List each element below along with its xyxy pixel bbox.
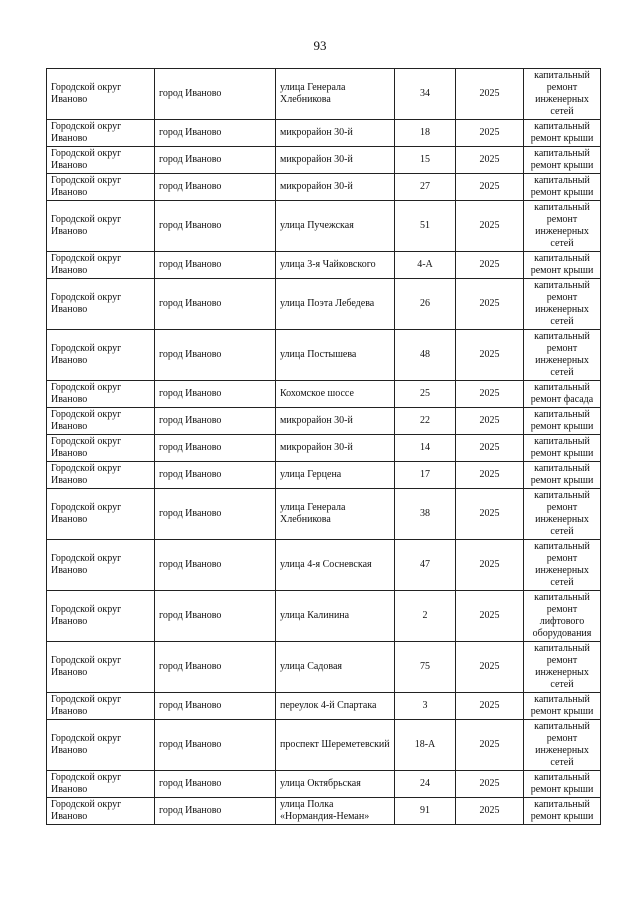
table-row <box>47 540 601 591</box>
district-cell: Городской округ Иваново <box>47 798 155 825</box>
district-cell: Городской округ Иваново <box>47 120 155 147</box>
table-row <box>47 798 601 825</box>
city-cell: город Иваново <box>155 252 276 279</box>
repair-table-body <box>47 69 601 825</box>
city-cell: город Иваново <box>155 174 276 201</box>
work-type-cell: капитальный ремонт крыши <box>524 693 601 720</box>
year-cell: 2025 <box>456 330 524 381</box>
city-cell: город Иваново <box>155 693 276 720</box>
year-cell: 2025 <box>456 201 524 252</box>
district-cell: Городской округ Иваново <box>47 720 155 771</box>
repair-table <box>46 68 601 825</box>
street-cell: улица Садовая <box>276 642 395 693</box>
table-row <box>47 642 601 693</box>
table-row <box>47 462 601 489</box>
house-number-cell: 15 <box>395 147 456 174</box>
city-cell: город Иваново <box>155 147 276 174</box>
table-row <box>47 435 601 462</box>
table-row <box>47 201 601 252</box>
work-type-cell: капитальный ремонт лифтового оборудования <box>524 591 601 642</box>
year-cell: 2025 <box>456 435 524 462</box>
street-cell: микрорайон 30-й <box>276 174 395 201</box>
street-cell: проспект Шереметевский <box>276 720 395 771</box>
table-row <box>47 693 601 720</box>
district-cell: Городской округ Иваново <box>47 771 155 798</box>
house-number-cell: 34 <box>395 69 456 120</box>
street-cell: микрорайон 30-й <box>276 120 395 147</box>
street-cell: улица Полка «Нормандия-Неман» <box>276 798 395 825</box>
work-type-cell: капитальный ремонт инженерных сетей <box>524 330 601 381</box>
table-row <box>47 252 601 279</box>
work-type-cell: капитальный ремонт инженерных сетей <box>524 540 601 591</box>
street-cell: улица Герцена <box>276 462 395 489</box>
year-cell: 2025 <box>456 693 524 720</box>
city-cell: город Иваново <box>155 279 276 330</box>
street-cell: улица Постышева <box>276 330 395 381</box>
work-type-cell: капитальный ремонт крыши <box>524 771 601 798</box>
district-cell: Городской округ Иваново <box>47 693 155 720</box>
work-type-cell: капитальный ремонт крыши <box>524 252 601 279</box>
street-cell: улица Октябрьская <box>276 771 395 798</box>
district-cell: Городской округ Иваново <box>47 435 155 462</box>
year-cell: 2025 <box>456 462 524 489</box>
district-cell: Городской округ Иваново <box>47 642 155 693</box>
work-type-cell: капитальный ремонт крыши <box>524 798 601 825</box>
city-cell: город Иваново <box>155 771 276 798</box>
street-cell: улица 3-я Чайковского <box>276 252 395 279</box>
house-number-cell: 25 <box>395 381 456 408</box>
work-type-cell: капитальный ремонт крыши <box>524 435 601 462</box>
street-cell: улица Генерала Хлебникова <box>276 489 395 540</box>
year-cell: 2025 <box>456 279 524 330</box>
work-type-cell: капитальный ремонт крыши <box>524 147 601 174</box>
table-row <box>47 489 601 540</box>
city-cell: город Иваново <box>155 798 276 825</box>
table-row <box>47 147 601 174</box>
table-row <box>47 330 601 381</box>
house-number-cell: 91 <box>395 798 456 825</box>
table-row <box>47 120 601 147</box>
work-type-cell: капитальный ремонт инженерных сетей <box>524 720 601 771</box>
year-cell: 2025 <box>456 798 524 825</box>
table-row <box>47 69 601 120</box>
year-cell: 2025 <box>456 408 524 435</box>
district-cell: Городской округ Иваново <box>47 540 155 591</box>
district-cell: Городской округ Иваново <box>47 147 155 174</box>
table-row <box>47 591 601 642</box>
house-number-cell: 2 <box>395 591 456 642</box>
table-row <box>47 279 601 330</box>
city-cell: город Иваново <box>155 408 276 435</box>
house-number-cell: 17 <box>395 462 456 489</box>
house-number-cell: 4-А <box>395 252 456 279</box>
street-cell: микрорайон 30-й <box>276 435 395 462</box>
house-number-cell: 3 <box>395 693 456 720</box>
house-number-cell: 14 <box>395 435 456 462</box>
city-cell: город Иваново <box>155 435 276 462</box>
year-cell: 2025 <box>456 642 524 693</box>
table-row <box>47 771 601 798</box>
district-cell: Городской округ Иваново <box>47 591 155 642</box>
house-number-cell: 18 <box>395 120 456 147</box>
house-number-cell: 18-А <box>395 720 456 771</box>
district-cell: Городской округ Иваново <box>47 330 155 381</box>
street-cell: микрорайон 30-й <box>276 147 395 174</box>
street-cell: улица Поэта Лебедева <box>276 279 395 330</box>
district-cell: Городской округ Иваново <box>47 381 155 408</box>
year-cell: 2025 <box>456 252 524 279</box>
city-cell: город Иваново <box>155 591 276 642</box>
street-cell: улица Генерала Хлебникова <box>276 69 395 120</box>
district-cell: Городской округ Иваново <box>47 69 155 120</box>
year-cell: 2025 <box>456 147 524 174</box>
street-cell: улица 4-я Сосневская <box>276 540 395 591</box>
work-type-cell: капитальный ремонт крыши <box>524 174 601 201</box>
street-cell: Кохомское шоссе <box>276 381 395 408</box>
year-cell: 2025 <box>456 489 524 540</box>
year-cell: 2025 <box>456 591 524 642</box>
house-number-cell: 48 <box>395 330 456 381</box>
city-cell: город Иваново <box>155 381 276 408</box>
work-type-cell: капитальный ремонт крыши <box>524 408 601 435</box>
house-number-cell: 27 <box>395 174 456 201</box>
street-cell: улица Калинина <box>276 591 395 642</box>
year-cell: 2025 <box>456 69 524 120</box>
work-type-cell: капитальный ремонт крыши <box>524 120 601 147</box>
district-cell: Городской округ Иваново <box>47 252 155 279</box>
work-type-cell: капитальный ремонт инженерных сетей <box>524 642 601 693</box>
table-row <box>47 720 601 771</box>
house-number-cell: 24 <box>395 771 456 798</box>
year-cell: 2025 <box>456 120 524 147</box>
year-cell: 2025 <box>456 381 524 408</box>
work-type-cell: капитальный ремонт инженерных сетей <box>524 489 601 540</box>
work-type-cell: капитальный ремонт инженерных сетей <box>524 201 601 252</box>
city-cell: город Иваново <box>155 120 276 147</box>
table-row <box>47 381 601 408</box>
work-type-cell: капитальный ремонт инженерных сетей <box>524 279 601 330</box>
house-number-cell: 26 <box>395 279 456 330</box>
city-cell: город Иваново <box>155 720 276 771</box>
district-cell: Городской округ Иваново <box>47 489 155 540</box>
city-cell: город Иваново <box>155 462 276 489</box>
year-cell: 2025 <box>456 720 524 771</box>
district-cell: Городской округ Иваново <box>47 201 155 252</box>
district-cell: Городской округ Иваново <box>47 462 155 489</box>
district-cell: Городской округ Иваново <box>47 174 155 201</box>
city-cell: город Иваново <box>155 330 276 381</box>
year-cell: 2025 <box>456 540 524 591</box>
page-number: 93 <box>313 38 327 53</box>
work-type-cell: капитальный ремонт фасада <box>524 381 601 408</box>
city-cell: город Иваново <box>155 69 276 120</box>
street-cell: микрорайон 30-й <box>276 408 395 435</box>
city-cell: город Иваново <box>155 540 276 591</box>
district-cell: Городской округ Иваново <box>47 408 155 435</box>
city-cell: город Иваново <box>155 642 276 693</box>
table-row <box>47 174 601 201</box>
street-cell: переулок 4-й Спартака <box>276 693 395 720</box>
house-number-cell: 22 <box>395 408 456 435</box>
table-row <box>47 408 601 435</box>
city-cell: город Иваново <box>155 489 276 540</box>
year-cell: 2025 <box>456 174 524 201</box>
year-cell: 2025 <box>456 771 524 798</box>
work-type-cell: капитальный ремонт крыши <box>524 462 601 489</box>
house-number-cell: 51 <box>395 201 456 252</box>
house-number-cell: 38 <box>395 489 456 540</box>
work-type-cell: капитальный ремонт инженерных сетей <box>524 69 601 120</box>
district-cell: Городской округ Иваново <box>47 279 155 330</box>
city-cell: город Иваново <box>155 201 276 252</box>
house-number-cell: 47 <box>395 540 456 591</box>
house-number-cell: 75 <box>395 642 456 693</box>
street-cell: улица Пучежская <box>276 201 395 252</box>
